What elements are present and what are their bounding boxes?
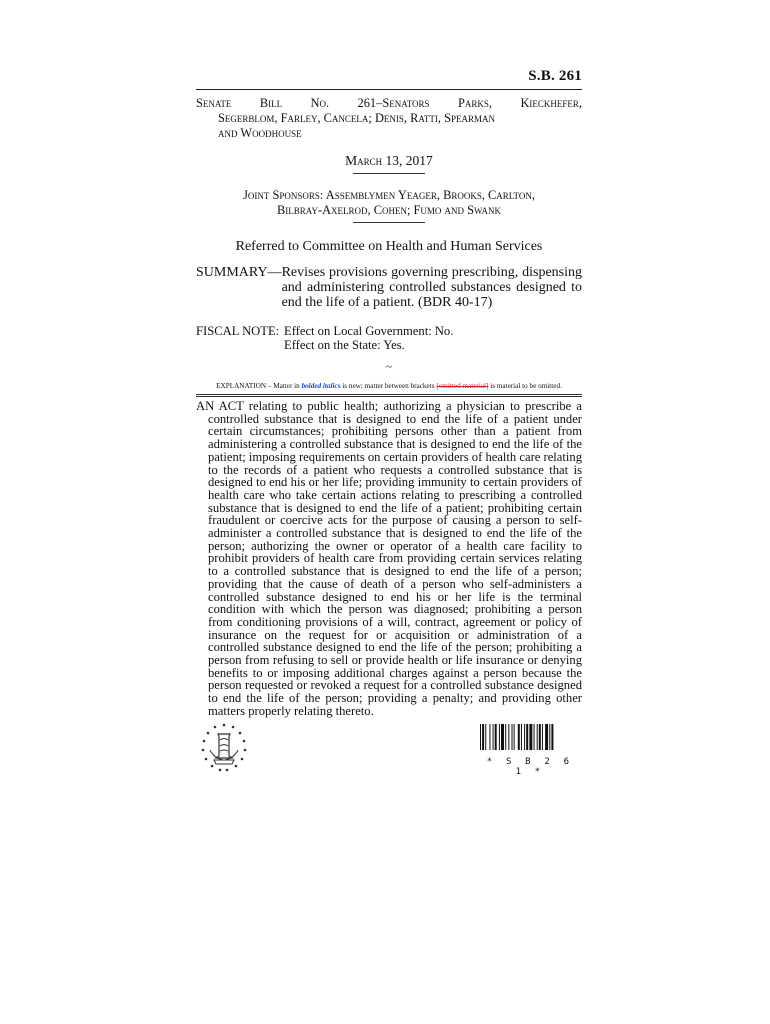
barcode-bar xyxy=(542,724,543,750)
barcode-bar xyxy=(545,724,548,750)
barcode-bar xyxy=(549,724,550,750)
joint-sponsors-line-1: Joint Sponsors: Assemblymen Yeager, Brooks, Carlton, xyxy=(243,188,535,202)
sponsors-block xyxy=(196,96,582,141)
barcode-bar xyxy=(514,724,515,750)
summary xyxy=(196,265,582,310)
summary-text: Revises provisions governing prescribing, dispensing and administering controlled substances designed to end the life of a patient. (BDR 40-17) xyxy=(281,265,582,310)
barcode-bar xyxy=(521,724,522,750)
barcode-bar xyxy=(480,724,481,750)
barcode-bar xyxy=(499,724,500,750)
sponsors-line-1: Senate Bill No. 261–Senators Parks, Kieckhefer, xyxy=(196,96,582,110)
explanation-suffix: is material to be omitted. xyxy=(488,382,562,390)
explanation-omitted-text: [omitted material] xyxy=(436,382,489,390)
joint-sponsors xyxy=(196,188,582,218)
barcode-bar xyxy=(489,724,490,750)
barcode-bar xyxy=(524,724,525,750)
header-rule xyxy=(196,89,582,90)
barcode-bar xyxy=(537,724,538,750)
barcode-bar xyxy=(551,724,553,750)
barcode-bar xyxy=(526,724,528,750)
barcode-bar xyxy=(493,724,494,750)
joint-sponsors-rule xyxy=(353,222,425,223)
barcode xyxy=(480,724,580,777)
barcode-bar xyxy=(512,724,513,750)
fiscal-local-effect: Effect on Local Government: No. xyxy=(284,324,454,338)
barcode-text: * S B 2 6 1 * xyxy=(486,756,574,777)
barcode-bar xyxy=(518,724,520,750)
explanation-middle: is new; matter between brackets xyxy=(340,382,437,390)
barcode-bar xyxy=(495,724,497,750)
fiscal-note-values xyxy=(284,324,453,352)
explanation-line xyxy=(196,382,582,390)
committee-referral: Referred to Committee on Health and Human Services xyxy=(235,239,543,254)
explanation-prefix: EXPLANATION – Matter in xyxy=(216,382,302,390)
barcode-bars xyxy=(480,724,580,750)
joint-sponsors-line-2: Bilbray-Axelrod, Cohen; Fumo and Swank xyxy=(277,203,501,217)
tilde-separator: ~ xyxy=(386,361,392,373)
double-rule xyxy=(196,394,582,397)
sponsors-line-3: and Woodhouse xyxy=(218,126,302,140)
barcode-bar xyxy=(505,724,506,750)
nevada-state-seal-icon xyxy=(196,720,252,776)
act-text: AN ACT relating to public health; authorizing a physician to prescribe a controlled substance that is designed to end the life of a patient under certain circumstances; prohibiting persons other than a patient from administering a controlled substance that is designed to end the life of the patient; imposing requirements on certain providers of health care relating to the records of a patient who requests a controlled substance that is designed to end his or her life; providing immunity to certain providers of health care who take certain actions relating to prescribing a controlled substance that is designed to end the life of a patient; prohibiting certain fraudulent or coercive acts for the purpose of causing a person to self-administer a controlled substance that is designed to end the life of the person; authorizing the owner or operator of a health care facility to prohibit providers of health care from providing certain services relating to a controlled substance that is designed to end the life of a person; providing that the cause of death of a person who self-administers a controlled substance designed to end his or her life is the terminal condition with which the person was diagnosed; prohibiting a person from conditioning provisions of a will, contract, agreement or policy of insurance on the request for or acquisition or administration of a controlled substance designed to end the life of the person; prohibiting a person from refusing to sell or provide health or life insurance or denying benefits to or imposing additional charges against a person because the person requested or revoked a request for a controlled substance designed to end the life of the person; providing a penalty; and providing other matters properly relating thereto. xyxy=(196,399,582,718)
barcode-bar xyxy=(482,724,484,750)
barcode-bar xyxy=(485,724,486,750)
fiscal-state-effect: Effect on the State: Yes. xyxy=(284,338,405,352)
barcode-bar xyxy=(501,724,504,750)
summary-label: SUMMARY— xyxy=(196,265,282,280)
sponsors-line-2: Segerblom, Farley, Cancela; Denis, Ratti, Spearman xyxy=(218,111,495,125)
bill-page xyxy=(196,68,582,782)
explanation-new-text: bolded italics xyxy=(301,382,341,390)
bill-number: S.B. 261 xyxy=(528,68,582,84)
barcode-bar xyxy=(529,724,532,750)
barcode-bar xyxy=(539,724,541,750)
bill-date: March 13, 2017 xyxy=(345,153,433,168)
barcode-bar xyxy=(534,724,535,750)
date-rule xyxy=(353,173,425,174)
footer xyxy=(196,720,582,782)
fiscal-note-label: FISCAL NOTE: xyxy=(196,324,280,338)
barcode-bar xyxy=(508,724,509,750)
fiscal-note xyxy=(196,324,582,352)
